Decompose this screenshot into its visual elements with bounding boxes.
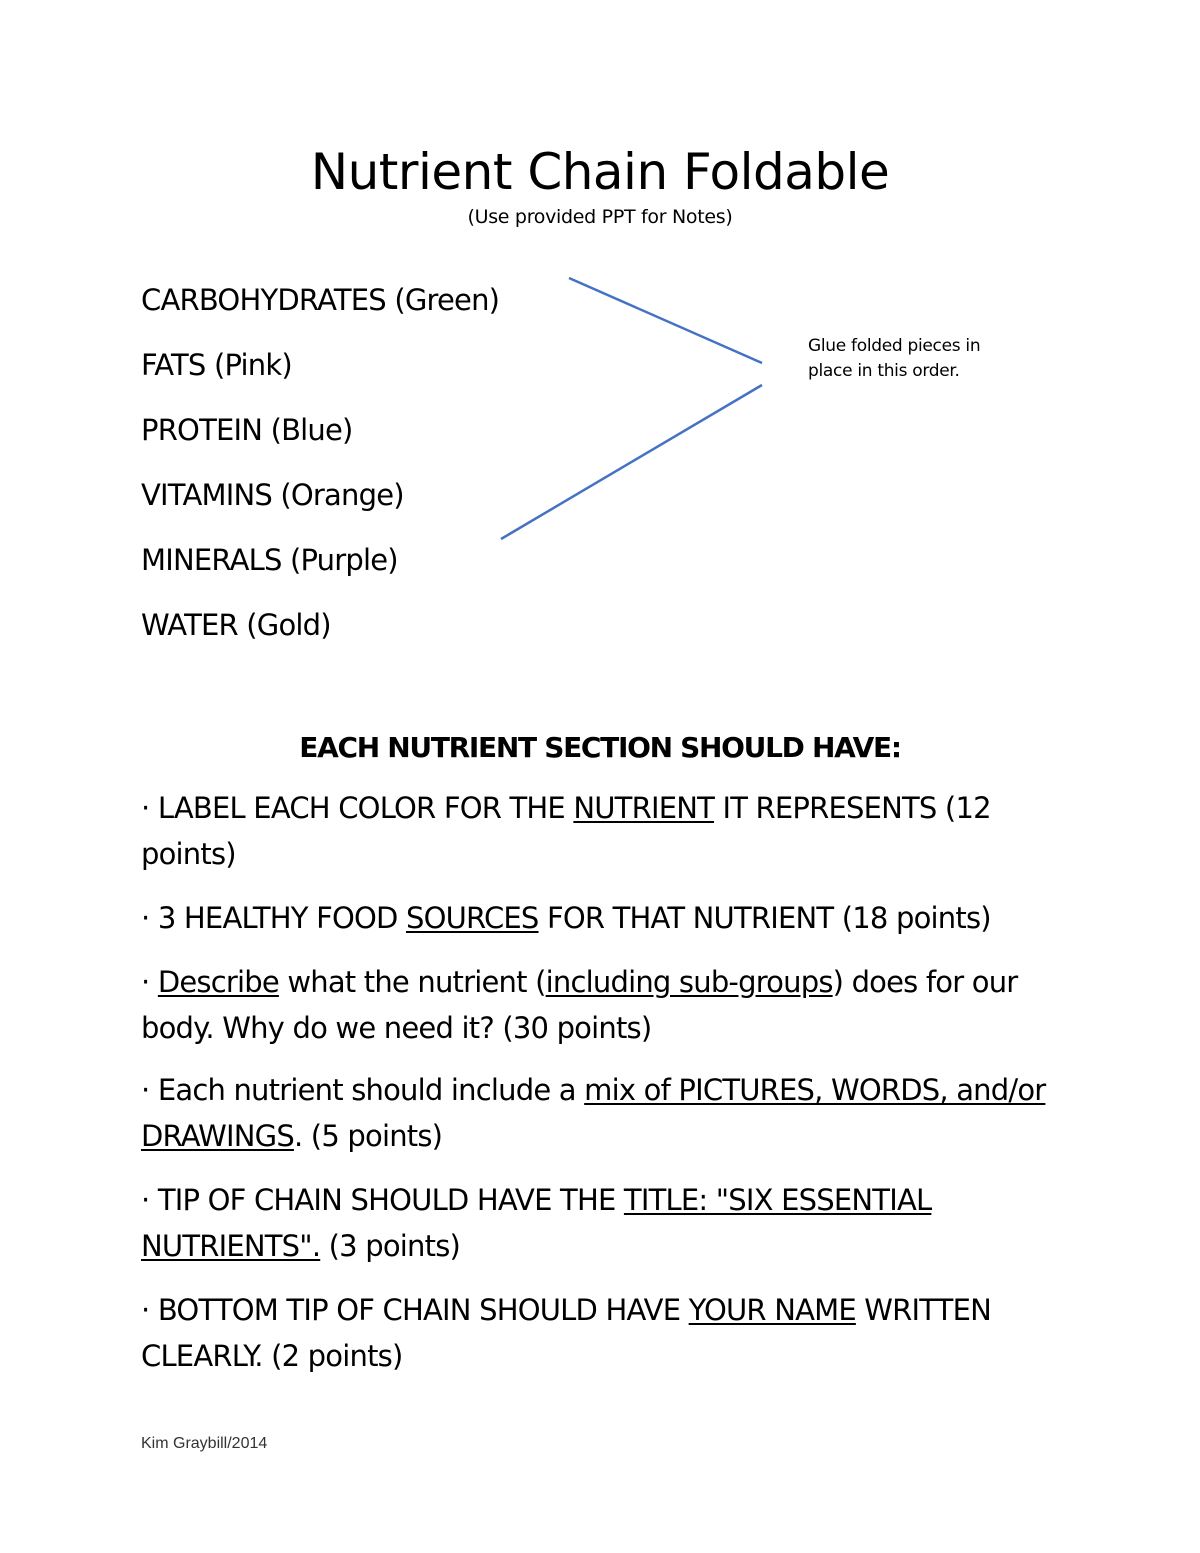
requirement-text: ) does for our body. Why do we need it? (30 points) [141, 965, 1018, 1045]
nutrient-item-protein: PROTEIN (Blue) [141, 413, 353, 447]
footer-credit: Kim Graybill/2014 [141, 1435, 268, 1452]
requirement-text: (3 points) [320, 1229, 461, 1263]
requirement-text: BOTTOM TIP OF CHAIN SHOULD HAVE [149, 1293, 689, 1327]
requirement-text: WRITTEN CLEARLY. (2 points) [141, 1293, 992, 1373]
requirement-item [141, 1177, 1071, 1269]
requirement-text: what the nutrient ( [278, 965, 546, 999]
requirement-emphasis: SOURCES [405, 901, 539, 935]
requirement-item [141, 785, 1071, 877]
requirement-text: LABEL EACH COLOR FOR THE [149, 791, 574, 825]
glue-line-top [569, 278, 762, 363]
requirement-text: Each nutrient should include a [149, 1073, 585, 1107]
bullet: · [141, 1293, 150, 1327]
requirement-emphasis: TITLE: "SIX ESSENTIAL NUTRIENTS". [141, 1183, 932, 1263]
requirement-text: . (5 points) [293, 1119, 443, 1153]
requirement-text: IT REPRESENTS (12 points) [141, 791, 991, 871]
requirement-item [141, 959, 1071, 1051]
requirement-emphasis: Describe [157, 965, 279, 999]
requirement-emphasis: mix of PICTURES, WORDS, and/or DRAWINGS [141, 1073, 1046, 1153]
requirement-item [141, 1067, 1071, 1159]
bullet: · [141, 791, 150, 825]
bullet: · [141, 1073, 150, 1107]
requirement-text: FOR THAT NUTRIENT (18 points) [538, 901, 991, 935]
requirement-item [141, 895, 1071, 941]
page-title: Nutrient Chain Foldable [310, 143, 890, 201]
nutrient-item-fats: FATS (Pink) [141, 348, 292, 382]
requirement-emphasis: YOUR NAME [688, 1293, 856, 1327]
section-heading: EACH NUTRIENT SECTION SHOULD HAVE: [299, 731, 901, 764]
requirement-text: TIP OF CHAIN SHOULD HAVE THE [149, 1183, 624, 1217]
bullet: · [141, 965, 150, 999]
requirement-emphasis: including sub-groups [545, 965, 833, 999]
nutrient-item-carbohydrates: CARBOHYDRATES (Green) [141, 283, 500, 317]
requirement-item [141, 1287, 1071, 1379]
glue-note: Glue folded pieces in place in this order. [808, 336, 981, 381]
requirement-text: 3 HEALTHY FOOD [149, 901, 406, 935]
requirement-emphasis: NUTRIENT [573, 791, 715, 825]
bullet: · [141, 1183, 150, 1217]
nutrient-item-minerals: MINERALS (Purple) [141, 543, 398, 577]
nutrient-item-water: WATER (Gold) [141, 608, 331, 642]
bullet: · [141, 901, 150, 935]
page-subtitle: (Use provided PPT for Notes) [467, 206, 733, 228]
requirements-list [141, 785, 1071, 1397]
glue-line-bottom [501, 385, 762, 539]
nutrient-item-vitamins: VITAMINS (Orange) [141, 478, 404, 512]
